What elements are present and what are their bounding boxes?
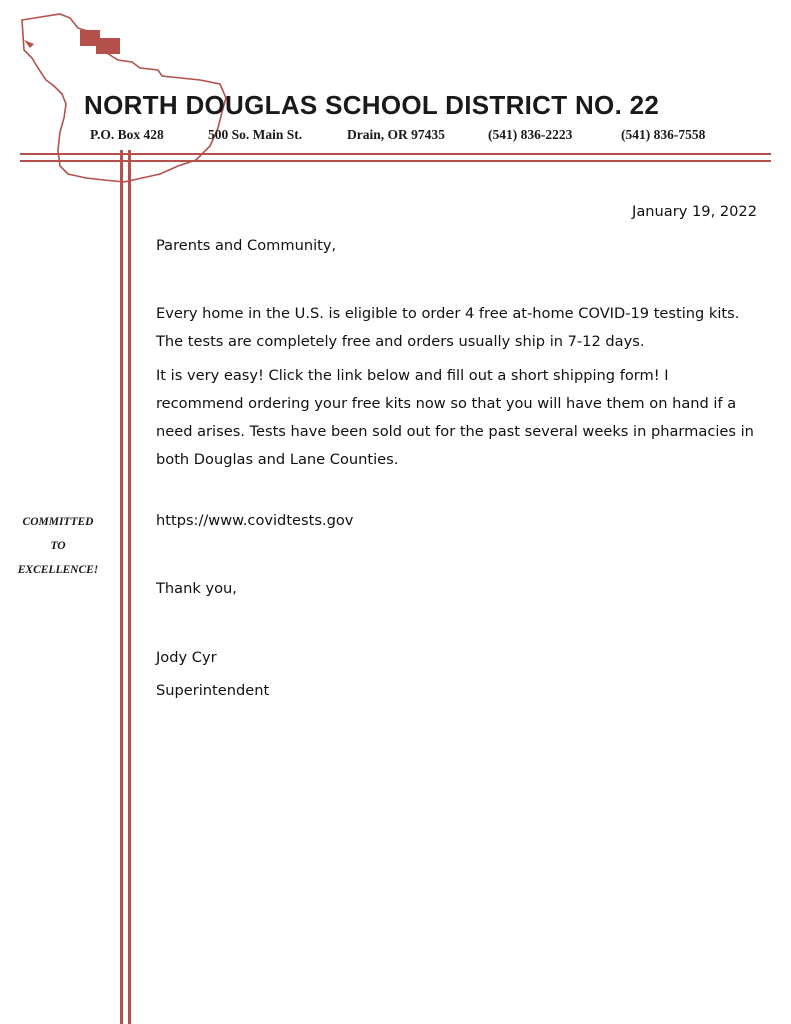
map-notch xyxy=(24,40,34,48)
covidtests-link[interactable]: https://www.covidtests.gov xyxy=(156,512,354,529)
paragraph-2 xyxy=(156,362,756,474)
closing: Thank you, xyxy=(156,580,237,597)
paragraph-2-line-3: need arises. Tests have been sold out for the past several weeks in pharmacies in xyxy=(156,423,754,440)
margin-rule-left xyxy=(120,150,123,1024)
paragraph-2-line-4: both Douglas and Lane Counties. xyxy=(156,451,399,468)
district-name: NORTH DOUGLAS SCHOOL DISTRICT NO. 22 xyxy=(84,90,660,120)
paragraph-2-line-1: It is very easy! Click the link below and fill out a short shipping form! I xyxy=(156,367,669,384)
paragraph-1-line-1: Every home in the U.S. is eligible to order 4 free at-home COVID-19 testing kits. xyxy=(156,305,740,322)
header-rule-bottom xyxy=(20,160,771,162)
margin-rule-right xyxy=(128,150,131,1024)
salutation: Parents and Community, xyxy=(156,237,337,254)
signer-name: Jody Cyr xyxy=(156,649,217,666)
paragraph-1-line-2: The tests are completely free and orders usually ship in 7-12 days. xyxy=(156,333,645,350)
motto-line-1: COMMITTED xyxy=(22,516,94,528)
highlighted-region-2 xyxy=(96,38,120,54)
motto-line-3: EXCELLENCE! xyxy=(17,564,99,576)
phone-number: (541) 836-2223 xyxy=(488,127,573,142)
fax-number: (541) 836-7558 xyxy=(621,127,706,142)
paragraph-1 xyxy=(156,300,756,356)
signer-title: Superintendent xyxy=(156,682,270,699)
header-rule-top xyxy=(20,153,771,155)
street-address: 500 So. Main St. xyxy=(208,127,303,142)
city-state-zip: Drain, OR 97435 xyxy=(347,127,445,142)
motto-line-2: TO xyxy=(50,540,66,552)
po-box: P.O. Box 428 xyxy=(90,127,164,142)
paragraph-2-line-2: recommend ordering your free kits now so that you will have them on hand if a xyxy=(156,395,737,412)
letter-date: January 19, 2022 xyxy=(632,203,757,220)
